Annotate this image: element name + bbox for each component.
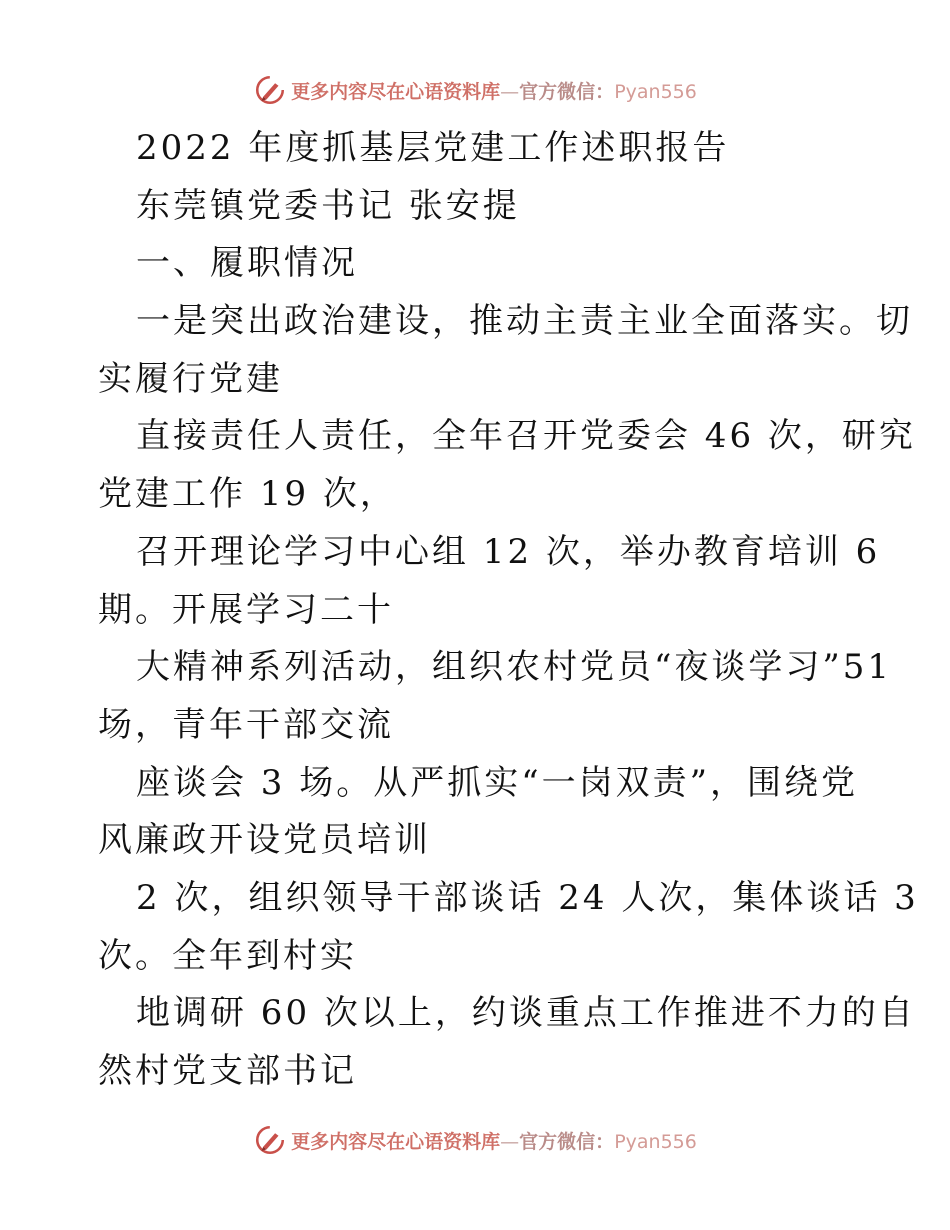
text-line: 地调研 60 次以上，约谈重点工作推进不力的自 [136, 993, 916, 1034]
pen-logo-icon [253, 1123, 287, 1157]
text-line: 直接责任人责任，全年召开党委会 46 次，研究 [136, 416, 916, 457]
text-line: 2022 年度抓基层党建工作述职报告 [136, 128, 730, 168]
text-line: 实履行党建 [98, 358, 283, 399]
document-body [98, 120, 919, 1101]
text-line: 然村党支部书记 [98, 1051, 357, 1091]
text-line: 场，青年干部交流 [98, 704, 394, 745]
text-line: 大精神系列活动，组织农村党员“夜谈学习”51 [136, 647, 893, 688]
text-line: 党建工作 19 次， [98, 474, 397, 515]
text-line: 风廉政开设党员培训 [98, 820, 431, 861]
text-line: 次。全年到村实 [98, 935, 357, 976]
text-line: 一是突出政治建设，推动主责主业全面落实。切 [136, 301, 913, 342]
text-line: 东莞镇党委书记 张安提 [136, 185, 520, 226]
footer-watermark-banner [0, 1120, 950, 1160]
text-line: 召开理论学习中心组 12 次，举办教育培训 6 [136, 531, 881, 572]
watermark-text: 更多内容尽在心语资料库—官方微信：Pyan556 [291, 1130, 697, 1153]
pen-logo-icon [253, 73, 287, 107]
text-line: 期。开展学习二十 [98, 589, 394, 630]
header-watermark-banner [0, 70, 950, 110]
text-line: 一、履职情况 [136, 243, 358, 284]
text-line: 座谈会 3 场。从严抓实“一岗双责”，围绕党 [136, 762, 859, 803]
watermark-text: 更多内容尽在心语资料库—官方微信：Pyan556 [291, 80, 697, 103]
text-line: 2 次，组织领导干部谈话 24 人次，集体谈话 3 [136, 877, 919, 918]
